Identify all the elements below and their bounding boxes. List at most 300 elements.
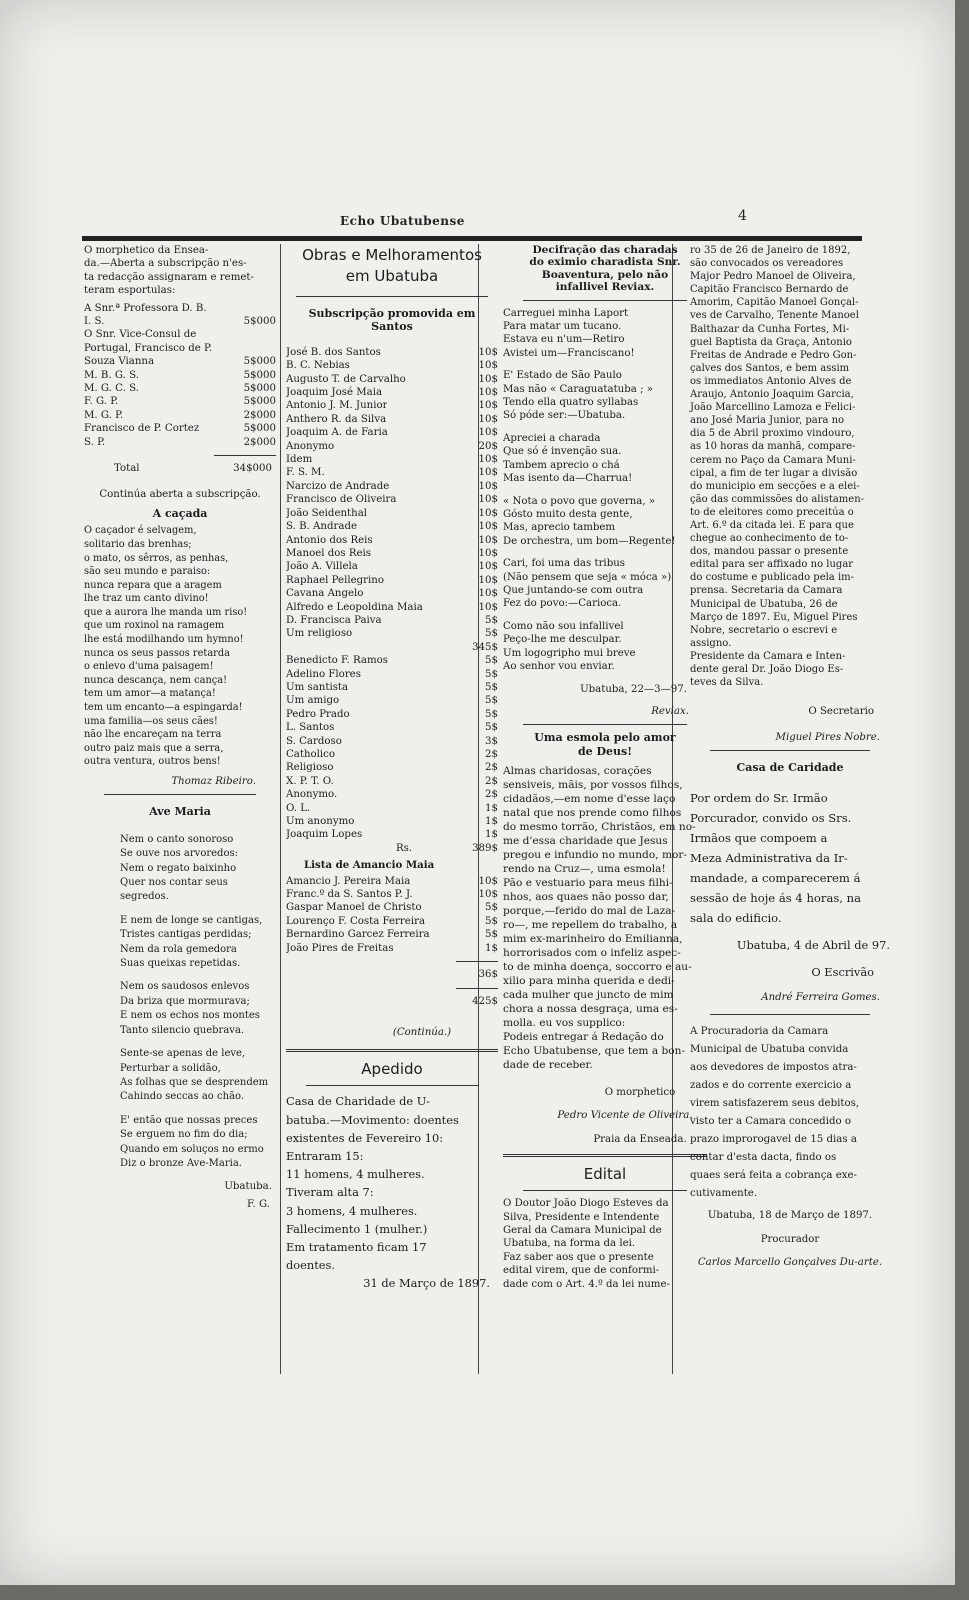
entry-value: 5$	[485, 695, 498, 707]
entry-value: 5$000	[243, 383, 276, 395]
text-line: rendo na Cruz—, uma esmola!	[503, 863, 666, 875]
entry-name: X. P. T. O.	[286, 775, 334, 787]
entry-name: B. C. Nebias	[286, 360, 350, 372]
entry-name: Adelino Flores	[286, 668, 361, 680]
verse-line: Sente-se apenas de leve,	[120, 1048, 246, 1060]
esmola-signature: O morphetico	[604, 1087, 676, 1098]
entry-name: O Snr. Vice-Consul de	[84, 329, 197, 341]
text-line: aos devedores de impostos atra-	[690, 1062, 857, 1074]
verse-line: Que juntando-se com outra	[503, 584, 644, 596]
text-line: horrorisados com o infeliz aspec-	[503, 947, 681, 959]
verse-line: lhe traz um canto divino!	[84, 593, 209, 605]
text-line: chora a nossa desgraça, uma es-	[503, 1003, 678, 1015]
subtotal-value: 36$	[478, 969, 498, 981]
text-line: ves de Carvalho, Tenente Manoel	[690, 310, 859, 322]
text-line: virem satisfazerem seus debitos,	[690, 1098, 860, 1110]
entry-value: 10$	[478, 467, 498, 479]
text-line: Municipal de Ubatuba convida	[690, 1044, 849, 1056]
text-line: cerem no Paço da Camara Muni-	[690, 454, 856, 466]
divider	[523, 724, 687, 725]
list-item	[286, 534, 498, 547]
entry-value: 2$	[485, 762, 498, 774]
entry-name: F. S. M.	[286, 467, 325, 479]
entry-name: S. B. Andrade	[286, 521, 357, 533]
list-item	[286, 601, 498, 614]
verse-line: solitario das brenhas;	[84, 538, 192, 550]
poem-author: Thomaz Ribeiro.	[171, 776, 256, 787]
list-item	[286, 708, 498, 721]
text-line: A Procuradoria da Camara	[690, 1026, 829, 1038]
entry-value: 5$000	[243, 396, 276, 408]
entry-name: Anonymo	[286, 440, 335, 452]
text-line: ano José Maria Junior, para no	[690, 415, 845, 427]
text-line: ção das commissões do alistamen-	[690, 493, 865, 505]
masthead-rule	[82, 236, 862, 241]
subtotal-value: 345$	[472, 641, 498, 653]
text-line: chegue ao conhecimento de to-	[690, 533, 849, 545]
entry-name: O. L.	[286, 802, 311, 814]
subscription-list	[286, 654, 498, 842]
text-line: do municipio em secções e a elei-	[690, 480, 860, 492]
entry-name: Raphael Pellegrino	[286, 574, 384, 586]
text-line: visto ter a Camara concedido o	[690, 1116, 851, 1128]
text-line: do costume e publicado pela im-	[690, 572, 855, 584]
entry-name: Lourenço F. Costa Ferreira	[286, 915, 426, 927]
column-1	[84, 244, 276, 1211]
list-item	[286, 386, 498, 399]
entry-name: Joaquim Lopes	[286, 829, 363, 841]
verse-line: Só póde ser:—Ubatuba.	[503, 410, 626, 422]
verse-line: Tambem aprecio o chá	[503, 459, 620, 471]
text-line: Irmãos que compoem a	[690, 831, 828, 846]
verse-line: O caçador é selvagem,	[84, 525, 197, 537]
verse-line: Nem os saudosos enlevos	[120, 981, 250, 993]
secretary-name: Miguel Pires Nobre.	[775, 731, 880, 743]
entry-name: Portugal, Francisco de P.	[84, 342, 213, 354]
list-item	[286, 694, 498, 707]
signature-place: Ubatuba.	[224, 1181, 272, 1193]
verse-line: Gósto muito desta gente,	[503, 508, 633, 520]
stanza	[503, 432, 707, 486]
divider	[214, 455, 276, 456]
entry-name: Augusto T. de Carvalho	[286, 373, 406, 385]
section-title: em Ubatuba	[345, 267, 439, 285]
text-line: Municipal de Ubatuba, 26 de	[690, 598, 838, 610]
verse-line: não lhe encareçam na terra	[84, 729, 222, 741]
text-line: pregou e infundio no mundo, mor-	[503, 849, 688, 861]
text-line: Por ordem do Sr. Irmão	[690, 791, 828, 806]
entry-value: 10$	[478, 400, 498, 412]
entry-value: 5$	[485, 614, 498, 626]
entry-value: 2$000	[243, 436, 276, 448]
list-item	[286, 875, 498, 888]
text-line: Amorim, Capitão Manoel Gonçal-	[690, 297, 859, 309]
list-item	[286, 547, 498, 560]
text-line: Silva, Presidente e Intendente	[503, 1211, 660, 1223]
list-item	[286, 574, 498, 587]
entry-value: 5$000	[243, 369, 276, 381]
entry-name: Religioso	[286, 762, 334, 774]
poem-body	[84, 524, 276, 769]
verse-line: Peço-lhe me desculpar.	[503, 634, 622, 646]
title-line: infallivel Reviax.	[555, 281, 655, 294]
text-line: xilio para minha querida e dedi-	[503, 975, 675, 987]
text-line: to de minha doença, soccorro e au-	[503, 961, 692, 973]
list-item	[286, 614, 498, 627]
text-line: dade de receber.	[503, 1059, 593, 1071]
text-line: Araujo, Antonio Joaquim Garcia,	[690, 389, 854, 401]
verse-line: o enlevo d'uma paisagem!	[84, 661, 214, 673]
verse-line: E' então que nossas preces	[120, 1114, 258, 1126]
total-row	[84, 462, 276, 475]
text-line: teves da Silva.	[690, 677, 764, 689]
text-line: Freitas de Andrade e Pedro Gon-	[690, 349, 857, 361]
divider	[456, 961, 498, 962]
charada-date: Ubatuba, 22—3—97.	[580, 684, 687, 696]
divider	[710, 1014, 870, 1015]
entry-value: 5$000	[243, 356, 276, 368]
stanza	[120, 914, 276, 972]
entry-value: 5$000	[243, 316, 276, 328]
stanza	[503, 557, 707, 611]
text-line: do mesmo torrão, Christãos, em no-	[503, 821, 696, 833]
procuradoria-date: Ubatuba, 18 de Março de 1897.	[707, 1210, 873, 1222]
list-item	[84, 436, 276, 449]
column-4	[690, 244, 890, 1269]
entry-name: L. Santos	[286, 722, 335, 734]
text-line: Em tratamento ficam 17	[286, 1239, 427, 1254]
entry-value: 2$	[485, 749, 498, 760]
text-line: O Doutor João Diogo Esteves da	[503, 1198, 669, 1210]
entry-name: Francisco de Oliveira	[286, 494, 397, 506]
text-line: cutivamente.	[690, 1188, 758, 1200]
clerk-name: André Ferreira Gomes.	[761, 991, 880, 1003]
text-line: Nobre, secretario o escrevi e	[690, 624, 838, 636]
esmola-body	[503, 764, 707, 1072]
esmola-title: Uma esmola pelo amor de Deus!	[534, 731, 676, 758]
continua-note: (Continúa.)	[392, 1026, 452, 1038]
verse-line: E nem os echos nos montes	[120, 1010, 260, 1022]
column-divider	[280, 244, 281, 1374]
text-line: Entraram 15:	[286, 1148, 364, 1163]
notice-body	[690, 788, 890, 928]
charada-title	[503, 244, 707, 294]
text-line: cipal, a fim de ter lugar a divisão	[690, 467, 858, 479]
verse-line: (Não pensem que seja « móca »)	[503, 571, 672, 583]
entry-value: 1$	[485, 829, 498, 841]
text-line: dade com o Art. 4.º da lei nume-	[503, 1278, 670, 1290]
text-line: edital virem, que de conformi-	[503, 1265, 660, 1277]
column-3	[503, 244, 707, 1291]
verse-line: Cari, foi uma das tribus	[503, 558, 626, 570]
verse-line: Perturbar a solidão,	[120, 1062, 221, 1074]
stanza	[503, 307, 707, 361]
list-item	[84, 422, 276, 435]
text-line: Echo Ubatubense, que tem a bon-	[503, 1045, 686, 1057]
text-line: contar d'esta dacta, findo os	[690, 1152, 837, 1164]
text-line: dia 5 de Abril proximo vindouro,	[690, 428, 855, 440]
list-item	[286, 520, 498, 533]
entry-value: 10$	[478, 346, 498, 358]
verse-line: nunca descança, nem cança!	[84, 674, 228, 686]
verse-line: Carreguei minha Laport	[503, 307, 629, 319]
text-line: Ubatuba, na forma da lei.	[503, 1238, 636, 1250]
entry-name: Cavana Angelo	[286, 588, 364, 600]
subscription-list	[286, 346, 498, 641]
entry-value: 10$	[478, 427, 498, 439]
entry-name: Anonymo.	[286, 789, 338, 801]
text-line: quaes será feita a cobrança exe-	[690, 1170, 857, 1182]
list-item	[286, 828, 498, 841]
grand-total-row	[286, 995, 498, 1008]
verse-line: Estava eu n'um—Retiro	[503, 334, 625, 346]
entry-name: Franc.º da S. Santos P. J.	[286, 889, 413, 901]
total-value: 34$000	[233, 463, 272, 475]
subtotal-row	[286, 641, 498, 654]
text-line: da.—Aberta a subscripção n'es-	[84, 258, 247, 270]
divider	[104, 794, 256, 795]
text-line: as 10 horas da manhã, compare-	[690, 441, 856, 453]
text-line: mim ex-marinheiro do Emilianna,	[503, 933, 683, 945]
entry-name: Um amigo	[286, 695, 340, 707]
text-line: Geral da Camara Municipal de	[503, 1225, 662, 1237]
text-line: guel Baptista da Graça, Antonio	[690, 336, 852, 348]
double-rule	[503, 1154, 707, 1157]
poem-title: Ave Maria	[149, 805, 211, 819]
notice-date: Ubatuba, 4 de Abril de 97.	[736, 938, 890, 953]
entry-value: 20$	[478, 440, 498, 452]
text-line: nhos, aos quaes não posso dar,	[503, 891, 669, 903]
list-item	[286, 761, 498, 774]
title-line: Decifração das charadas	[532, 244, 678, 256]
list-item	[84, 342, 276, 355]
verse-line: Um logogripho mui breve	[503, 647, 636, 659]
list-title: Lista de Amancio Maia	[304, 859, 435, 872]
list-item	[286, 775, 498, 788]
entry-name: Um anonymo	[286, 816, 355, 828]
verse-line: Mas isento da—Charrua!	[503, 473, 633, 485]
subscription-list	[286, 875, 498, 955]
list-item	[286, 802, 498, 815]
text-line: batuba.—Movimento: doentes	[286, 1112, 459, 1127]
text-line: porque,—ferido do mal de Laza-	[503, 905, 676, 917]
charity-report	[286, 1092, 498, 1274]
text-line: ro 35 de 26 de Janeiro de 1892,	[690, 245, 851, 256]
procurador-name: Carlos Marcello Gonçalves Du-arte.	[697, 1257, 883, 1269]
text-line: Casa de Charidade de U-	[286, 1094, 430, 1109]
text-line: João Marcellino Lamoza e Felici-	[690, 402, 856, 414]
text-line: teram esportulas:	[84, 285, 176, 297]
text-line: sensiveis, mãis, por vossos filhos,	[503, 779, 683, 791]
verse-line: Que só é invenção sua.	[503, 446, 622, 458]
verse-line: Tendo ella quatro syllabas	[503, 397, 639, 409]
verse-line: De orchestra, um bom—Regente!	[503, 535, 676, 547]
entry-value: 5$	[485, 668, 498, 680]
text-line: existentes de Fevereiro 10:	[286, 1130, 444, 1145]
entry-value: 10$	[478, 480, 498, 492]
entry-value: 2$	[485, 775, 498, 787]
text-line: Balthazar da Cunha Fortes, Mi-	[690, 323, 850, 335]
verse-line: Apreciei a charada	[503, 432, 601, 444]
stanza	[120, 833, 276, 905]
text-line: Almas charidosas, corações	[503, 765, 652, 777]
text-line: são convocados os vereadores	[690, 258, 844, 270]
list-item	[286, 721, 498, 734]
verse-line: Tanto silencio quebrava.	[120, 1024, 245, 1036]
list-item	[286, 440, 498, 453]
text-line: os immediatos Antonio Alves de	[690, 375, 852, 387]
entry-name: Antonio dos Reis	[286, 534, 373, 546]
divider	[710, 750, 870, 751]
list-item	[84, 382, 276, 395]
list-item	[286, 788, 498, 801]
entry-name: Um santista	[286, 681, 349, 693]
list-item	[286, 627, 498, 640]
list-item	[286, 901, 498, 914]
list-item	[286, 748, 498, 761]
verse-line: Cahindo seccas ao chão.	[120, 1091, 245, 1103]
subtotal-row	[286, 968, 498, 981]
entry-name: Joaquim A. de Faria	[286, 427, 388, 439]
text-line: Major Pedro Manoel de Oliveira,	[690, 271, 856, 283]
entry-name: Narcizo de Andrade	[286, 480, 390, 492]
stanza	[503, 620, 707, 674]
text-line: Fallecimento 1 (mulher.)	[286, 1221, 428, 1236]
text-line: doentes.	[286, 1258, 336, 1273]
secretary-label: O Secretario	[808, 706, 874, 718]
list-item	[84, 369, 276, 382]
list-item	[286, 928, 498, 941]
entry-name: Bernardino Garcez Ferreira	[286, 929, 430, 941]
entry-value: 10$	[478, 588, 498, 600]
list-item	[286, 668, 498, 681]
text-line: Pão e vestuario para meus filhi-	[503, 877, 673, 889]
list-item	[286, 507, 498, 520]
text-line: O morphetico da Ensea-	[84, 245, 209, 256]
edital-continued	[690, 244, 890, 689]
entry-name: I. S.	[84, 316, 105, 328]
text-line: Capitão Francisco Bernardo de	[690, 284, 849, 296]
entry-value: 10$	[478, 601, 498, 613]
subscription-list	[84, 302, 276, 449]
rs-total-row	[286, 842, 498, 855]
entry-name: M. G. C. S.	[84, 383, 139, 395]
text-line: dente geral Dr. João Diogo Es-	[690, 664, 844, 675]
verse-line: Quando em soluços no ermo	[120, 1143, 264, 1155]
column-2	[286, 244, 498, 1293]
verse-line: que a aurora lhe manda um riso!	[84, 606, 248, 618]
section-title: Apedido	[361, 1060, 423, 1079]
entry-value: 10$	[478, 373, 498, 385]
entry-name: Alfredo e Leopoldina Maia	[286, 601, 423, 613]
entry-value: 10$	[478, 534, 498, 546]
list-item	[84, 315, 276, 328]
text-line: dos, mandou passar o presente	[690, 546, 849, 558]
list-item	[286, 915, 498, 928]
verse-line: Tristes cantigas perdidas;	[120, 929, 252, 941]
text-line: to de eleitores como preceitúa o	[690, 506, 854, 518]
entry-value: 10$	[478, 413, 498, 425]
entry-name: Benedicto F. Ramos	[286, 655, 389, 667]
entry-value: 10$	[478, 574, 498, 586]
verse-line: o mato, os sêrros, as penhas,	[84, 552, 229, 564]
entry-value: 2$000	[243, 409, 276, 421]
verse-line: Nem da rola gemedora	[120, 943, 237, 955]
entry-value: 5$	[485, 902, 498, 914]
verse-line: Nem o regato baixinho	[120, 862, 237, 874]
verse-line: outra ventura, outros bens!	[84, 756, 221, 768]
list-item	[286, 681, 498, 694]
entry-value: 2$	[485, 789, 498, 801]
text-line: 11 homens, 4 mulheres.	[286, 1167, 425, 1182]
entry-name: S. P.	[84, 436, 106, 448]
verse-line: Se erguem no fim do dia;	[120, 1129, 248, 1141]
entry-name: D. Francisca Paiva	[286, 614, 382, 626]
entry-name: Gaspar Manoel de Christo	[286, 902, 422, 914]
list-item	[286, 373, 498, 386]
edital-text	[503, 1197, 707, 1291]
list-item	[84, 302, 276, 315]
entry-name: Manoel dos Reis	[286, 547, 372, 559]
list-item	[286, 359, 498, 372]
text-line: me d'essa charidade que Jesus	[503, 835, 668, 847]
text-line: natal que nos prende como filhos	[503, 807, 682, 819]
entry-value: 1$	[485, 816, 498, 828]
rs-value: 389$	[472, 842, 498, 854]
entry-name: João Pires de Freitas	[286, 942, 394, 954]
entry-value: 10$	[478, 494, 498, 506]
text-line: molla. eu vos supplico:	[503, 1017, 626, 1029]
verse-line: Mas não « Caraguatatuba ; »	[503, 383, 653, 395]
stanza	[120, 980, 276, 1038]
signature-name: F. G.	[247, 1198, 270, 1210]
entry-name: M. G. P.	[84, 409, 124, 421]
verse-line: Quer nos contar seus segredos.	[120, 877, 228, 903]
entry-value: 5$	[485, 722, 498, 734]
entry-name: José B. dos Santos	[286, 346, 381, 358]
entry-value: 1$	[485, 942, 498, 954]
verse-line: E' Estado de São Paulo	[503, 370, 622, 382]
entry-value: 3$	[485, 735, 498, 747]
esmola-name: Pedro Vicente de Oliveira.	[557, 1110, 693, 1122]
text-line: çalves dos Santos, e bem assim	[690, 362, 850, 374]
list-item	[286, 587, 498, 600]
list-item	[286, 480, 498, 493]
stanza	[503, 369, 707, 423]
verse-line: Nem o canto sonoroso	[120, 833, 234, 845]
entry-name: João A. Villela	[286, 561, 358, 573]
grand-total-value: 425$	[472, 995, 498, 1007]
entry-value: 10$	[478, 454, 498, 466]
verse-line: Avistei um—Franciscano!	[503, 347, 635, 359]
masthead-title: Echo Ubatubense	[340, 214, 465, 228]
continua-note: Continúa aberta a subscripção.	[99, 488, 261, 500]
text-line: cidadãos,—em nome d'esse laço	[503, 793, 676, 805]
text-line: edital para ser affixado no lugar	[690, 559, 854, 571]
text-line: Podeis entregar á Redação do	[503, 1031, 664, 1043]
text-line: zados e do corrente exercicio a	[690, 1080, 852, 1092]
entry-value: 5$000	[243, 423, 276, 435]
entry-value: 5$	[485, 915, 498, 927]
text-line: assigno.	[690, 637, 732, 649]
entry-name: Souza Vianna	[84, 356, 155, 368]
verse-line: Ao senhor vou enviar.	[503, 660, 615, 672]
verse-line: uma familia—os seus cães!	[84, 715, 218, 727]
verse-line: Suas queixas repetidas.	[120, 958, 241, 970]
text-line: prazo improrogavel de 15 dias a	[690, 1134, 857, 1146]
divider	[456, 988, 498, 989]
total-label: Total	[114, 463, 140, 475]
